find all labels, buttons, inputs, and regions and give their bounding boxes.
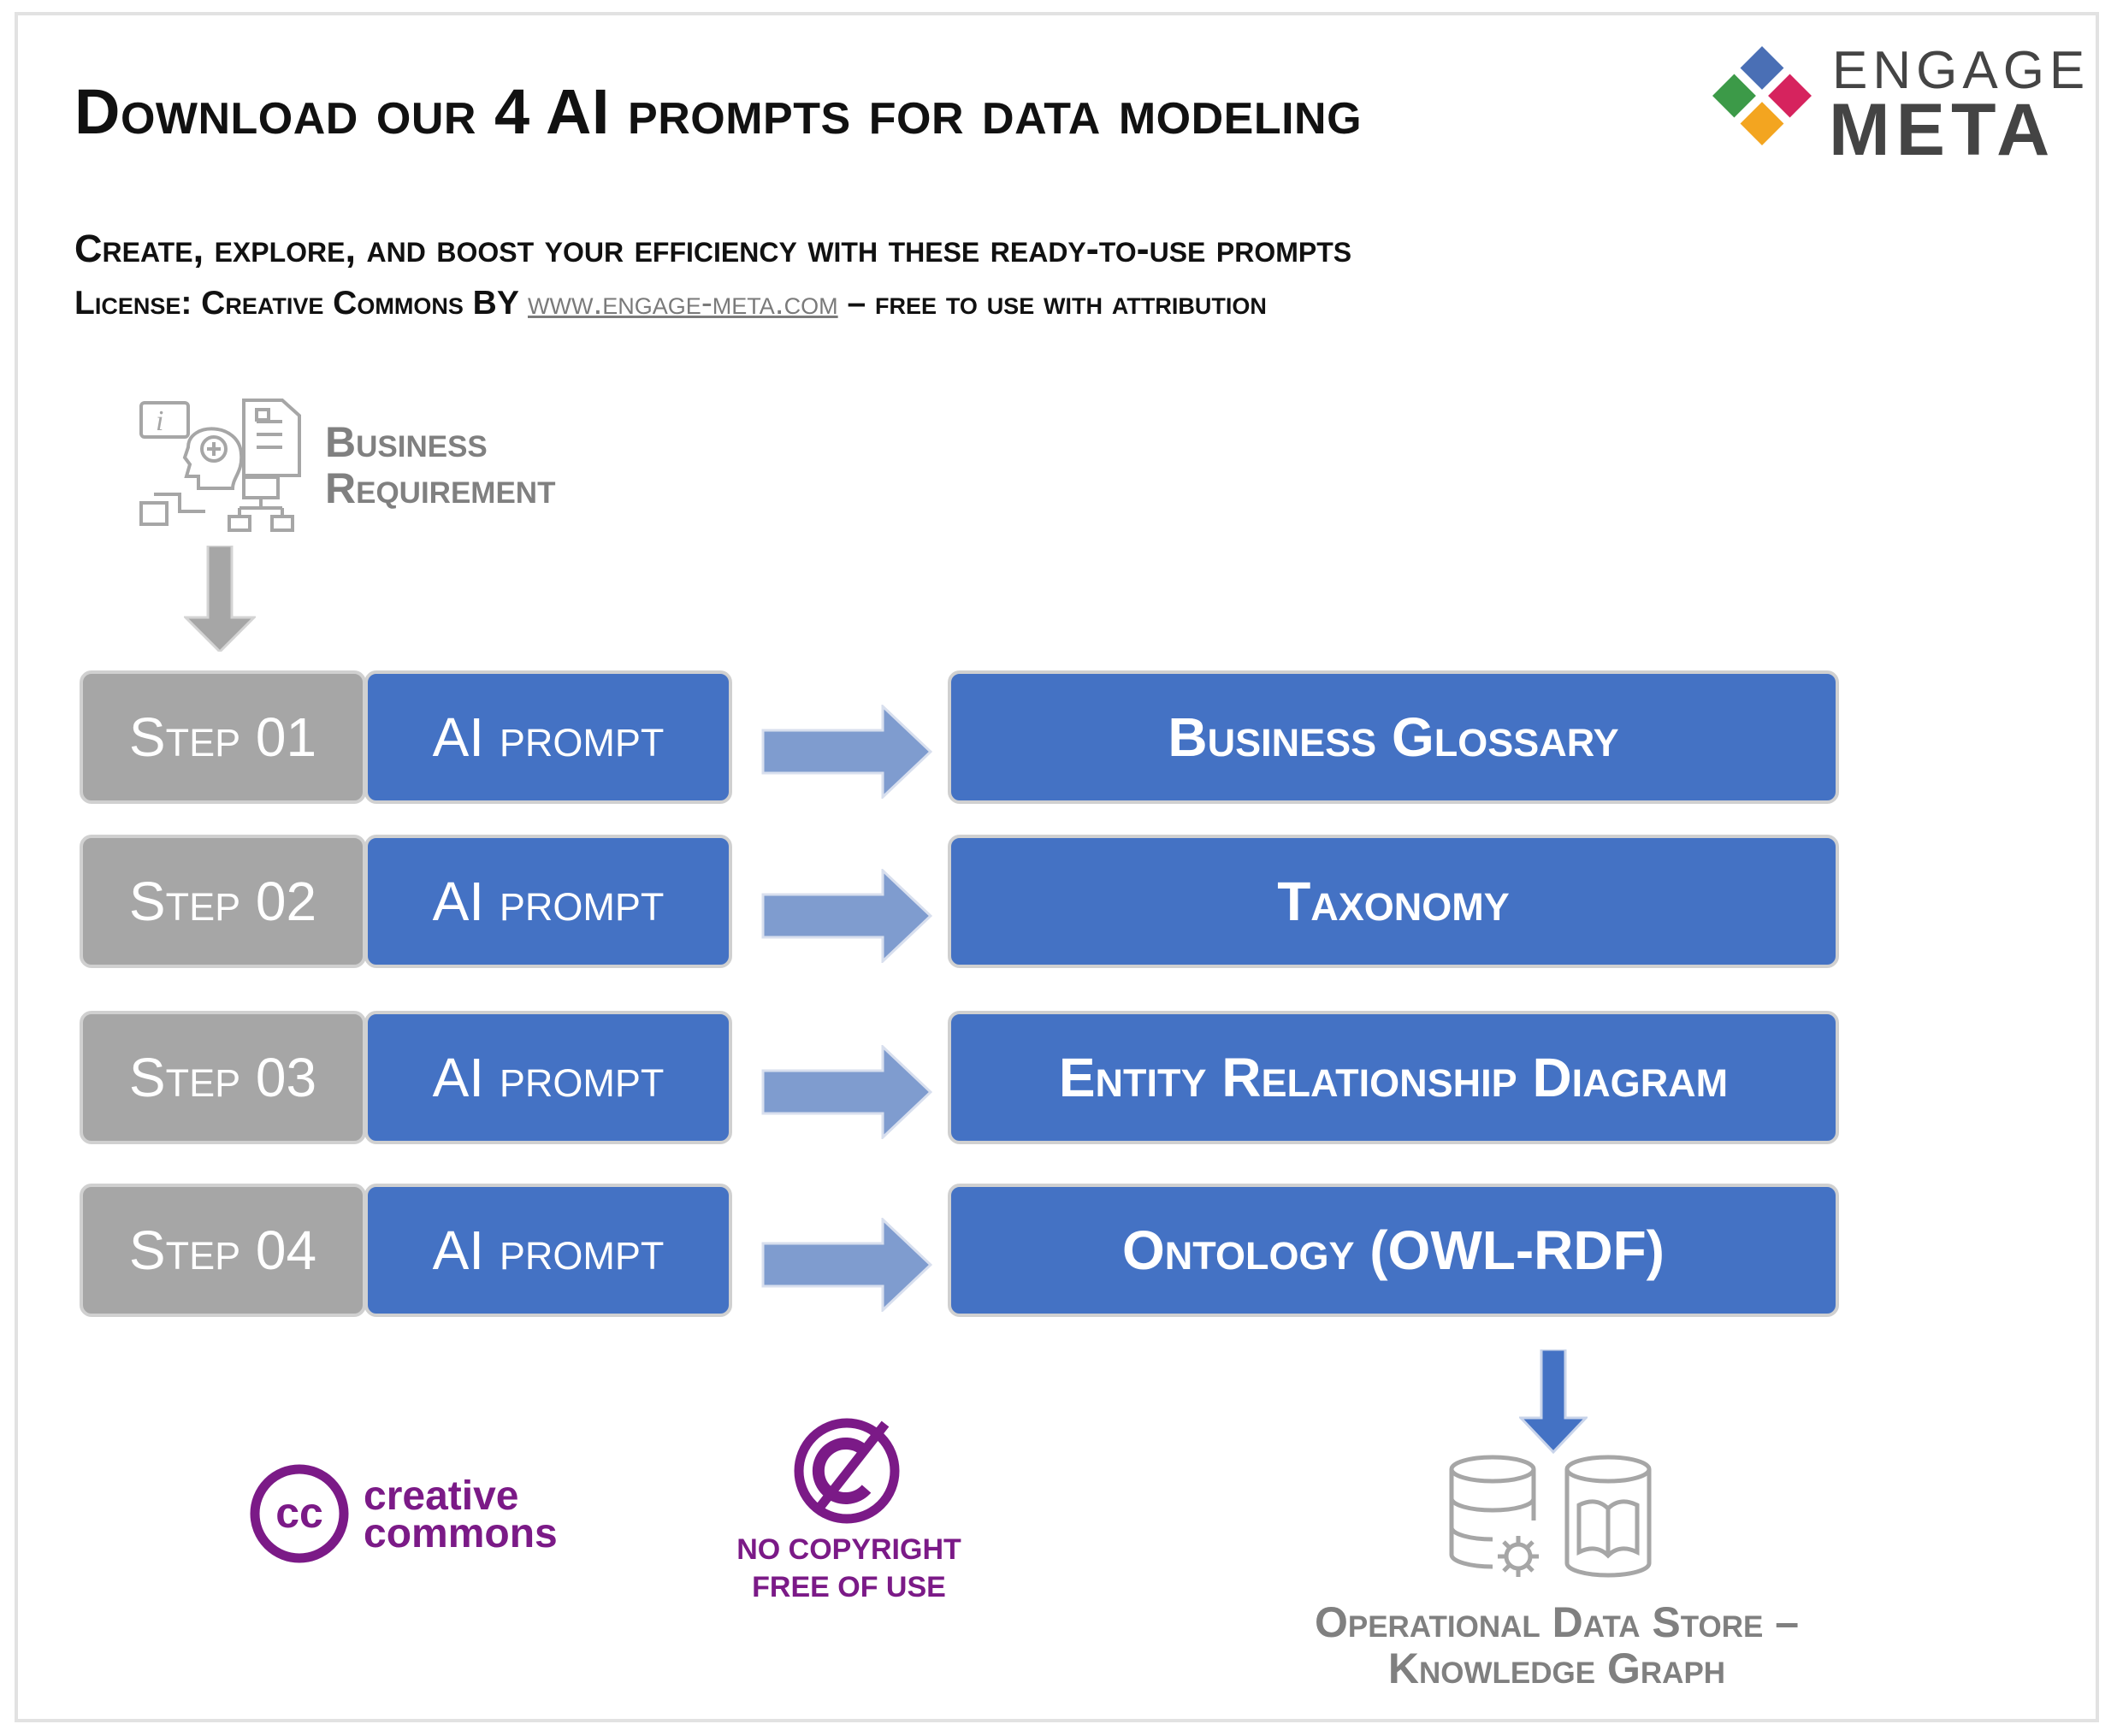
- database-gear-icon: [1452, 1457, 1539, 1577]
- subtitle: Create, explore, and boost your efficiency with these ready-to-use prompts: [74, 227, 1352, 270]
- cc-text-line1: creative: [364, 1473, 519, 1519]
- right-arrow-icon: [761, 1045, 932, 1139]
- database-book-icon: [1567, 1457, 1649, 1575]
- svg-text:i: i: [156, 405, 164, 437]
- creative-commons-text: [364, 1473, 558, 1556]
- logo-text-meta: META: [1829, 89, 2056, 171]
- operational-data-store-label: [1274, 1599, 1839, 1692]
- svg-text:cc: cc: [275, 1489, 323, 1537]
- page-title: Download our 4 AI prompts for data modeling: [74, 76, 1363, 147]
- step-row-2: [0, 835, 2117, 968]
- step-row-1: [0, 670, 2117, 804]
- right-arrow-icon: [761, 705, 932, 799]
- license-line: [74, 285, 1267, 322]
- no-copyright-icon: [791, 1415, 902, 1526]
- ai-prompt-button[interactable]: AI prompt: [364, 1011, 732, 1144]
- business-requirement-line1: Business: [325, 418, 488, 466]
- business-requirement-label: [325, 419, 555, 511]
- step-label: Step 02: [80, 835, 366, 968]
- result-ontology[interactable]: Ontology (OWL-RDF): [948, 1184, 1839, 1317]
- result-taxonomy[interactable]: Taxonomy: [948, 835, 1839, 968]
- step-label: Step 01: [80, 670, 366, 804]
- license-suffix: – free to use with attribution: [837, 285, 1267, 322]
- nc-text-line1: NO COPYRIGHT: [736, 1533, 961, 1566]
- step-label: Step 03: [80, 1011, 366, 1144]
- result-entity-relationship-diagram[interactable]: Entity Relationship Diagram: [948, 1011, 1839, 1144]
- ods-label-line2: Knowledge Graph: [1387, 1644, 1726, 1692]
- down-arrow-blue-icon: [1519, 1349, 1588, 1454]
- ai-prompt-button[interactable]: AI prompt: [364, 835, 732, 968]
- database-icons: [1446, 1454, 1659, 1591]
- cc-text-line2: commons: [364, 1511, 558, 1556]
- engage-meta-logo: [1702, 38, 2090, 171]
- ai-prompt-button[interactable]: AI prompt: [364, 670, 732, 804]
- step-label: Step 04: [80, 1184, 366, 1317]
- right-arrow-icon: [761, 869, 932, 963]
- result-business-glossary[interactable]: Business Glossary: [948, 670, 1839, 804]
- business-requirement-line2: Requirement: [325, 464, 556, 512]
- ai-prompt-button[interactable]: AI prompt: [364, 1184, 732, 1317]
- step-row-3: [0, 1011, 2117, 1144]
- right-arrow-icon: [761, 1218, 932, 1312]
- business-requirement-icon: [137, 396, 308, 533]
- ods-label-line1: Operational Data Store –: [1314, 1598, 1800, 1646]
- license-prefix: License: Creative Commons BY: [74, 285, 528, 322]
- logo-text-engage: ENGAGE: [1832, 41, 2090, 100]
- nc-text-line2: FREE OF USE: [752, 1571, 946, 1603]
- creative-commons-icon: [248, 1462, 351, 1565]
- website-link[interactable]: www.engage-meta.com: [528, 285, 838, 322]
- no-copyright-text: [736, 1531, 962, 1606]
- down-arrow-gray-icon: [184, 546, 256, 652]
- step-row-4: [0, 1184, 2117, 1317]
